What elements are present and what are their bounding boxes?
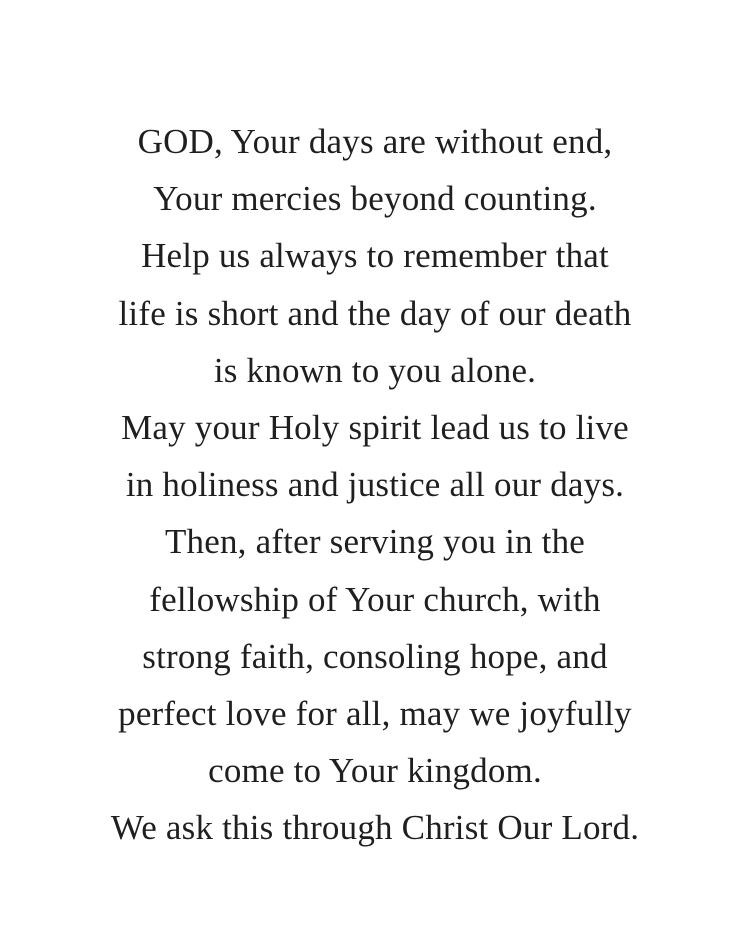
prayer-line: perfect love for all, may we joyfully: [118, 694, 632, 734]
prayer-line: is known to you alone.: [213, 350, 537, 390]
prayer-line: Your mercies beyond counting.: [153, 179, 597, 219]
prayer-line: life is short and the day of our death: [118, 293, 632, 333]
prayer-line: come to Your kingdom.: [208, 751, 542, 791]
prayer-line: Then, after serving you in the: [164, 522, 586, 562]
prayer-line: strong faith, consoling hope, and: [142, 636, 608, 676]
prayer-line: GOD, Your days are without end,: [137, 122, 613, 161]
prayer-line: fellowship of Your church, with: [149, 579, 601, 619]
prayer-line: We ask this through Christ Our Lord.: [110, 808, 640, 848]
prayer-line: in holiness and justice all our days.: [125, 465, 625, 505]
prayer-line: Help us always to remember that: [141, 236, 609, 276]
prayer-line: May your Holy spirit lead us to live: [121, 408, 629, 448]
prayer-text: [0, 113, 750, 857]
